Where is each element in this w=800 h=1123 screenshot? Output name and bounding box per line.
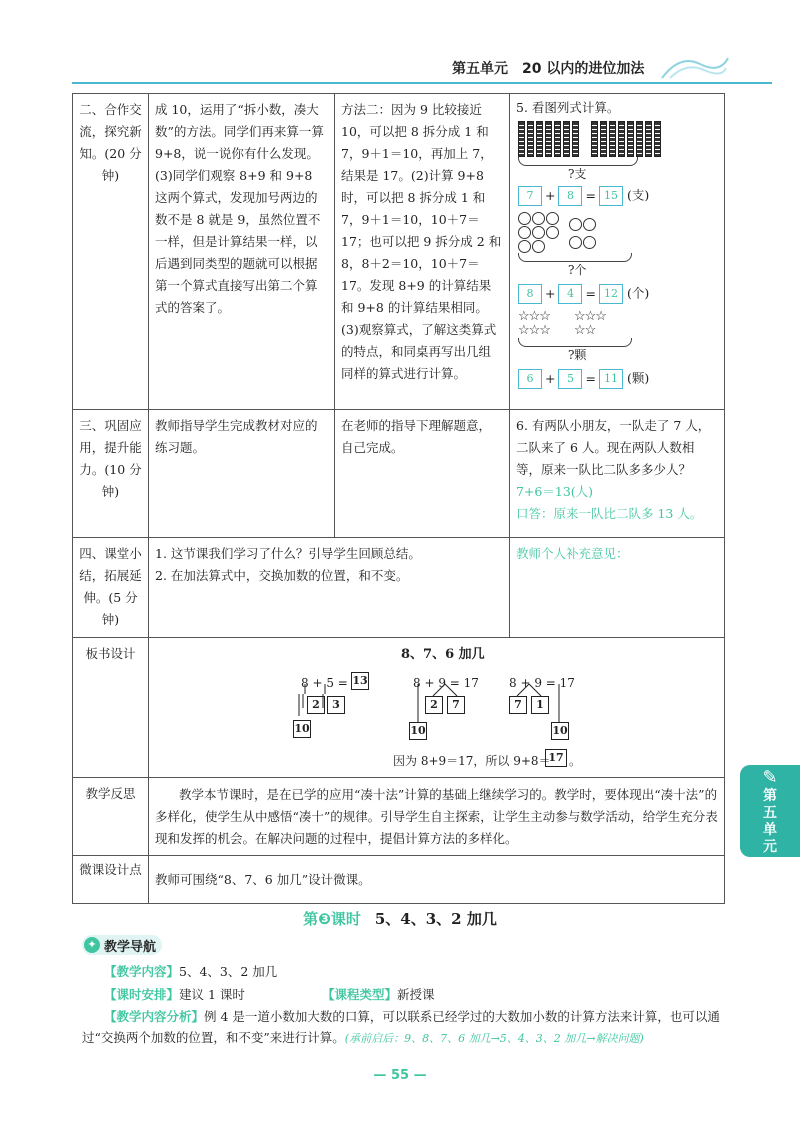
analysis-hint: (承前启后：9、8、7、6 加几→5、4、3、2 加几→解决问题) xyxy=(344,1032,644,1045)
summary-line: 1. 这节课我们学习了什么？引导学生回顾总结。 xyxy=(155,546,421,561)
teacher-activity-2: 成 10，运用了“拆小数，凑大数”的方法。同学们再来算一算 9+8，说一说你有什么发现。(3)同学们观察 8+9 和 9+8 这两个算式，发现加号两边的数不是 8 就是 9，虽然位置不一样，但是计算结果一样，以后遇到同类型的题就可以根据第一个算式直接写出第二个算式的答案了。 xyxy=(149,94,335,410)
board-ten-box: 10 xyxy=(409,722,427,740)
board-conclusion: 因为 8+9＝17，所以 9+8＝ xyxy=(393,754,551,768)
analysis-paragraph xyxy=(82,1006,727,1049)
answer-box: 12 xyxy=(599,284,623,304)
equation-q2 xyxy=(518,284,718,304)
content-tag: 【教学内容】 xyxy=(104,964,180,979)
unit-title: 第五单元 20 以内的进位加法 xyxy=(452,61,645,77)
summary-line: 2. 在加法算式中，交换加数的位置，和不变。 xyxy=(155,568,409,583)
exercise-cell-5 xyxy=(510,94,725,410)
time-tag: 【课时安排】 xyxy=(104,987,180,1002)
board-split-box: 2 xyxy=(425,696,443,714)
answer-box: 8 xyxy=(518,284,542,304)
unit: (支) xyxy=(626,187,650,203)
equation-q3 xyxy=(518,369,718,389)
pencil-icon: ✎ xyxy=(762,767,778,788)
board-conclusion-end: 。 xyxy=(569,754,582,768)
equals-sign: = xyxy=(585,187,596,203)
board-split-box: 7 xyxy=(447,696,465,714)
plus-sign: + xyxy=(545,187,556,203)
board-split-box: 7 xyxy=(509,696,527,714)
brace xyxy=(518,338,632,347)
time-value: 建议 1 课时 xyxy=(179,987,245,1002)
side-tab-text: 第五单元 xyxy=(763,788,777,855)
board-eq2: 8 + 9 = 17 xyxy=(413,676,479,690)
board-title: 8、7、6 加几 xyxy=(401,647,485,662)
section-row-2 xyxy=(73,94,725,410)
board-label: 板书设计 xyxy=(73,638,149,778)
caption-q3: ?颗 xyxy=(568,348,587,362)
content-row xyxy=(104,962,277,980)
micro-text: 教师可围绕“8、7、6 加几”设计微课。 xyxy=(149,856,725,904)
answer-box: 6 xyxy=(518,369,542,389)
compass-icon: ✦ xyxy=(84,937,100,953)
stars-row: ☆☆☆ ☆☆ xyxy=(518,323,596,338)
brace xyxy=(518,157,638,166)
section-label-3: 三、巩固应用，提升能力。(10 分钟) xyxy=(73,410,149,538)
analysis-tag: 【教学内容分析】 xyxy=(104,1009,205,1024)
teaching-guide-badge xyxy=(82,935,162,955)
header-rule xyxy=(72,82,772,84)
micro-label: 微课设计点 xyxy=(73,856,149,904)
reflection-label: 教学反思 xyxy=(73,778,149,856)
pencils-image xyxy=(518,121,718,157)
board-row xyxy=(73,638,725,778)
reflection-text: 教学本节课时，是在已学的应用“凑十法”计算的基础上继续学习的。教学时，要体现出“凑十法”的多样化，使学生从中感悟“凑十”的规律。引导学生自主探索，让学生主动参与数学活动，给学生充分表现和发挥的机会。在解决问题的过程中，提倡计算方法的多样化。 xyxy=(149,778,725,856)
unit: (个) xyxy=(626,285,650,301)
lesson-number: 第❸课时 xyxy=(303,910,361,928)
type-row xyxy=(322,985,435,1003)
board-split-box: 3 xyxy=(327,696,345,714)
lesson-heading xyxy=(0,908,800,929)
circles-image xyxy=(518,212,718,253)
micro-row xyxy=(73,856,725,904)
stars-row: ☆☆☆ ☆☆☆ xyxy=(518,309,606,324)
page-header xyxy=(0,0,800,88)
reflection-row xyxy=(73,778,725,856)
equals-sign: = xyxy=(585,285,596,301)
answer-box: 8 xyxy=(558,186,582,206)
decoration-icon xyxy=(660,50,730,82)
caption-q1: ?支 xyxy=(568,167,587,181)
caption-q2: ?个 xyxy=(568,263,587,277)
board-eq1-answer: 13 xyxy=(351,672,369,690)
board-ten-box: 10 xyxy=(293,720,311,738)
plus-sign: + xyxy=(545,285,556,301)
answer-box: 11 xyxy=(599,369,623,389)
plus-sign: + xyxy=(545,370,556,386)
analysis-text: 例 4 是一道小数加大数的口算，可以联系已经学过的大数加小数的计算方法来计算，也可以通过“交换两个加数的位置，和不变”来进行计算。 xyxy=(82,1009,720,1045)
exercise-cell-6 xyxy=(510,410,725,538)
stars-image xyxy=(518,310,718,338)
section-row-3 xyxy=(73,410,725,538)
board-design xyxy=(149,638,725,778)
equals-sign: = xyxy=(585,370,596,386)
board-conclusion-answer: 17 xyxy=(545,749,567,767)
teacher-note: 教师个人补充意见： xyxy=(510,538,725,638)
type-tag: 【课程类型】 xyxy=(322,987,398,1002)
section-label-2: 二、合作交流，探究新知。(20 分钟) xyxy=(73,94,149,410)
answer-line: 口答：原来一队比二队多 13 人。 xyxy=(516,506,703,521)
answer-box: 4 xyxy=(558,284,582,304)
lesson-title: 5、4、3、2 加几 xyxy=(374,910,497,928)
content-value: 5、4、3、2 加几 xyxy=(179,964,278,979)
answer-box: 7 xyxy=(518,186,542,206)
board-eq3: 8 + 9 = 17 xyxy=(509,676,575,690)
summary-cell xyxy=(149,538,510,638)
guide-title: 教学导航 xyxy=(104,939,157,955)
time-row xyxy=(104,985,245,1003)
type-value: 新授课 xyxy=(397,987,435,1002)
exercise-title: 5. 看图列式计算。 xyxy=(516,100,620,115)
answer-line: 7+6＝13(人) xyxy=(516,484,594,499)
board-eq1: 8 + 5 = xyxy=(301,676,348,690)
board-ten-box: 10 xyxy=(551,722,569,740)
student-activity-2: 方法二：因为 9 比较接近 10，可以把 8 拆分成 1 和 7，9＋1＝10，再加上 7，结果是 17。(2)计算 9+8 时，可以把 8 拆分成 1 和 7，9＋1＝10，10＋7＝17；也可以把 9 拆分成 2 和 8，8＋2＝10，10＋7＝17。发现 8+9 的计算结果和 9+8 的计算结果相同。(3)观察算式，了解这类算式的特点，和同桌再写出几组同样的算式进行计算。 xyxy=(335,94,510,410)
teacher-activity-3: 教师指导学生完成教材对应的练习题。 xyxy=(149,410,335,538)
equation-q1 xyxy=(518,186,718,206)
lesson-plan-table xyxy=(72,93,725,904)
board-split-box: 2 xyxy=(307,696,325,714)
brace xyxy=(518,253,632,262)
section-label-4: 四、课堂小结，拓展延伸。(5 分钟) xyxy=(73,538,149,638)
exercise-6: 6. 有两队小朋友，一队走了 7 人，二队来了 6 人。现在两队人数相等，原来一队比二队多多少人？ xyxy=(516,418,711,477)
unit: (颗) xyxy=(626,370,650,386)
section-row-4 xyxy=(73,538,725,638)
student-activity-3: 在老师的指导下理解题意，自己完成。 xyxy=(335,410,510,538)
board-split-box: 1 xyxy=(531,696,549,714)
unit-side-tab xyxy=(740,765,800,857)
page-number: — 55 — xyxy=(373,1068,427,1083)
answer-box: 15 xyxy=(599,186,623,206)
answer-box: 5 xyxy=(558,369,582,389)
